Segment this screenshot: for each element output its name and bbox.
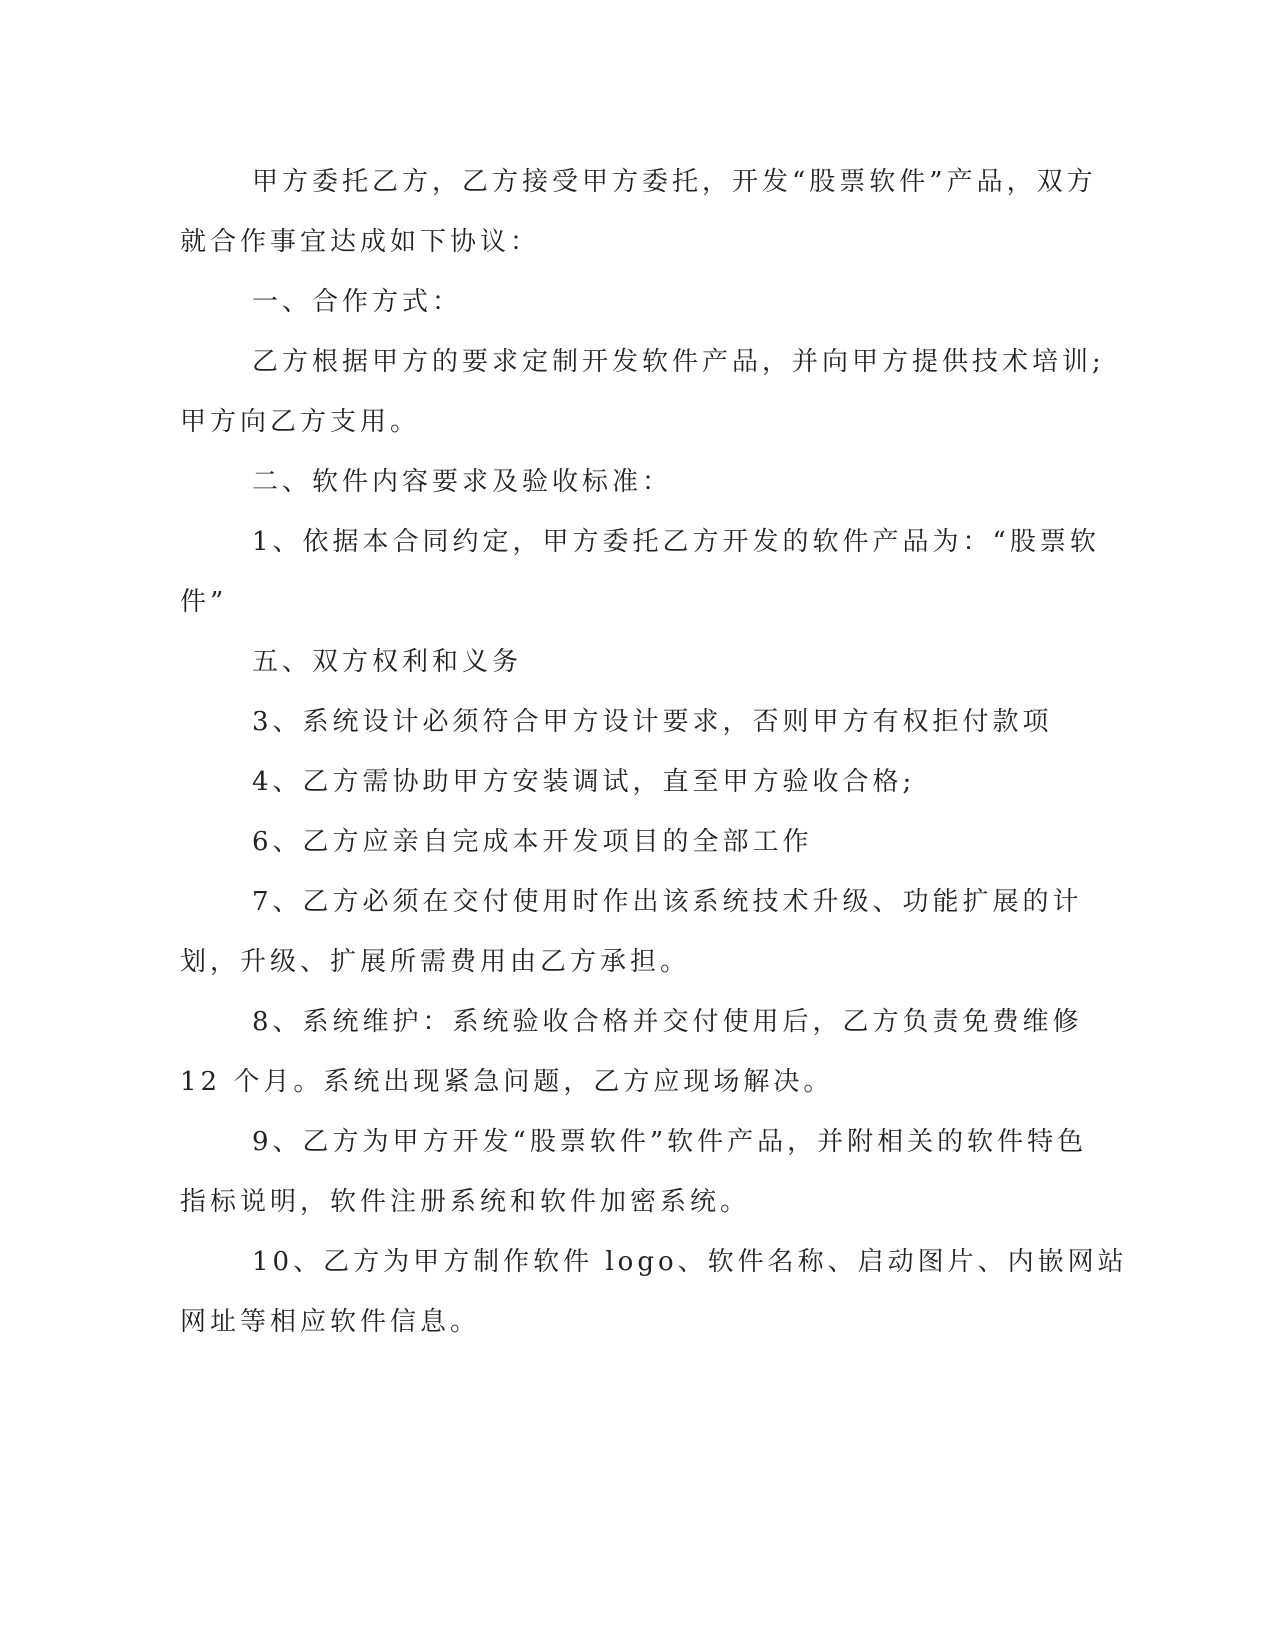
text-line: 4、乙方需协助甲方安装调试，直至甲方验收合格; xyxy=(252,767,916,797)
text-line: 指标说明，软件注册系统和软件加密系统。 xyxy=(180,1187,751,1217)
text-line: 10、乙方为甲方制作软件 logo、软件名称、启动图片、内嵌网站 xyxy=(252,1247,1128,1277)
text-line: 甲方委托乙方，乙方接受甲方委托，开发“股票软件”产品，双方 xyxy=(252,167,1097,197)
text-line: 8、系统维护：系统验收合格并交付使用后，乙方负责免费维修 xyxy=(252,1007,1083,1037)
text-line: 12 个月。系统出现紧急问题，乙方应现场解决。 xyxy=(180,1067,834,1097)
text-line: 乙方根据甲方的要求定制开发软件产品，并向甲方提供技术培训; xyxy=(252,347,1105,377)
section-heading: 一、合作方式： xyxy=(252,287,463,317)
section-heading: 二、软件内容要求及验收标准： xyxy=(252,467,673,497)
text-line: 1、依据本合同约定，甲方委托乙方开发的软件产品为：“股票软 xyxy=(252,527,1100,557)
document-body xyxy=(180,152,1128,1352)
text-line: 就合作事宜达成如下协议： xyxy=(180,227,541,257)
text-line: 网址等相应软件信息。 xyxy=(180,1307,481,1337)
text-line: 6、乙方应亲自完成本开发项目的全部工作 xyxy=(252,827,813,857)
section-heading: 五、双方权利和义务 xyxy=(252,647,523,677)
text-line: 划，升级、扩展所需费用由乙方承担。 xyxy=(180,947,691,977)
text-line: 7、乙方必须在交付使用时作出该系统技术升级、功能扩展的计 xyxy=(252,887,1083,917)
text-line: 件” xyxy=(180,587,228,617)
text-line: 9、乙方为甲方开发“股票软件”软件产品，并附相关的软件特色 xyxy=(252,1127,1088,1157)
text-line: 3、系统设计必须符合甲方设计要求，否则甲方有权拒付款项 xyxy=(252,707,1053,737)
text-line: 甲方向乙方支用。 xyxy=(180,407,421,437)
